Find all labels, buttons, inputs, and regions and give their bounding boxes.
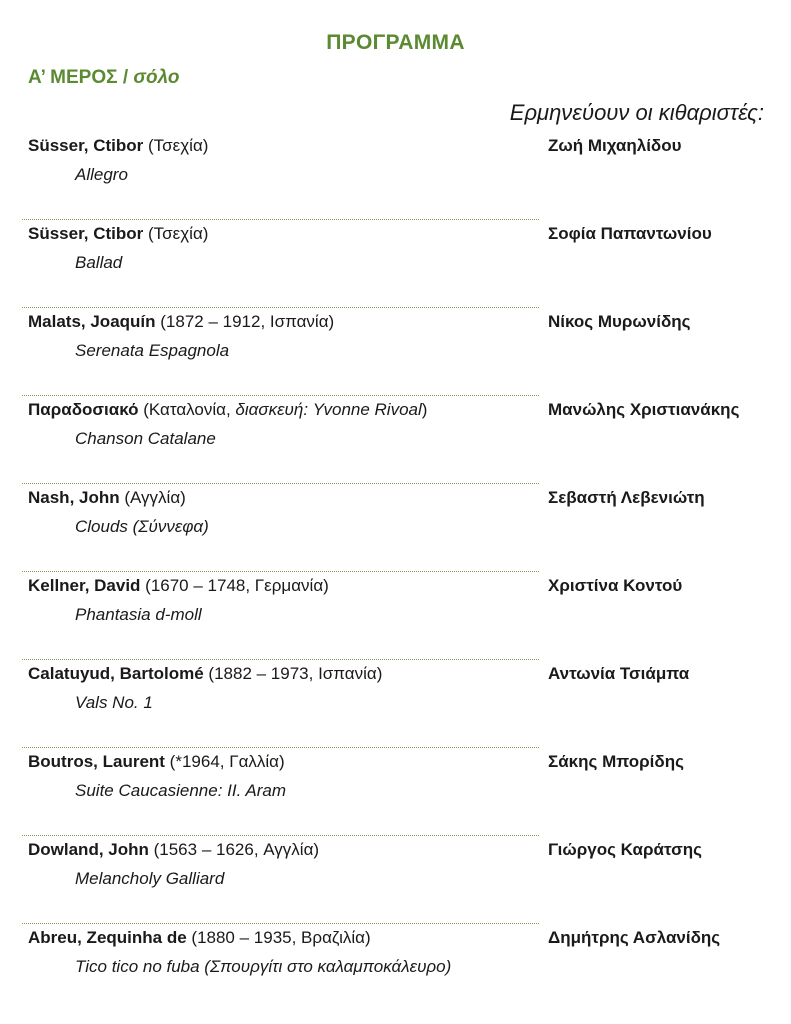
divider	[22, 483, 539, 484]
program-entry	[0, 398, 791, 486]
composer-detail: (Καταλονία,	[138, 400, 236, 419]
work-title: Clouds (Σύννεφα)	[75, 517, 209, 536]
composer-detail: (*1964, Γαλλία)	[164, 752, 285, 771]
divider	[22, 395, 539, 396]
performer-name: Σεβαστή Λεβενιώτη	[548, 488, 705, 507]
composer-name: Calatuyud, Bartolomé	[28, 664, 204, 683]
divider	[22, 747, 539, 748]
performer-name: Χριστίνα Κοντού	[548, 576, 683, 595]
composer-line	[28, 312, 334, 332]
program-entry	[0, 310, 791, 398]
divider	[22, 835, 539, 836]
composer-name: Süsser, Ctibor	[28, 224, 144, 243]
program-entry	[0, 222, 791, 310]
composer-name: Abreu, Zequinha de	[28, 928, 187, 947]
page-title: ΠΡΟΓΡΑΜΜΑ	[326, 31, 465, 54]
composer-detail: (1880 – 1935, Βραζιλία)	[186, 928, 371, 947]
composer-detail: (1872 – 1912, Ισπανία)	[155, 312, 335, 331]
composer-line	[28, 576, 329, 596]
composer-detail: (1882 – 1973, Ισπανία)	[203, 664, 383, 683]
composer-detail: (Αγγλία)	[119, 488, 186, 507]
divider	[22, 659, 539, 660]
composer-name: Παραδοσιακό	[28, 400, 139, 419]
composer-detail-end: )	[421, 400, 428, 419]
performer-name: Σάκης Μπορίδης	[548, 752, 684, 771]
performer-name: Δημήτρης Ασλανίδης	[548, 928, 721, 947]
arranger-note: διασκευή: Yvonne Rivoal	[235, 400, 422, 419]
performer-name: Γιώργος Καράτσης	[548, 840, 702, 859]
performer-name: Νίκος Μυρωνίδης	[548, 312, 691, 331]
performer-name: Ζωή Μιχαηλίδου	[548, 136, 682, 155]
composer-line	[28, 664, 382, 684]
program-entry	[0, 750, 791, 838]
composer-name: Boutros, Laurent	[28, 752, 165, 771]
work-title: Vals No. 1	[75, 693, 153, 712]
work-title: Suite Caucasienne: II. Aram	[75, 781, 287, 800]
composer-line	[28, 752, 285, 772]
program-entry	[0, 486, 791, 574]
section-label: Α’ ΜΕΡΟΣ /	[28, 67, 134, 88]
composer-line	[28, 840, 319, 860]
work-title: Serenata Espagnola	[75, 341, 230, 360]
composer-line	[28, 136, 208, 156]
divider	[22, 307, 539, 308]
performer-name: Αντωνία Τσιάμπα	[548, 664, 690, 683]
program-entry	[0, 662, 791, 750]
program-entry	[0, 574, 791, 662]
program-entry	[0, 838, 791, 926]
program-list	[0, 134, 791, 1014]
composer-name: Malats, Joaquín	[28, 312, 156, 331]
work-title: Melancholy Galliard	[75, 869, 225, 888]
composer-detail: (Τσεχία)	[143, 136, 209, 155]
performer-name: Σοφία Παπαντωνίου	[548, 224, 712, 243]
section-heading	[28, 67, 180, 89]
composer-line	[28, 400, 427, 420]
divider	[22, 923, 539, 924]
section-label-italic: σόλο	[133, 67, 180, 88]
composer-name: Kellner, David	[28, 576, 141, 595]
composer-line	[28, 928, 371, 948]
divider	[22, 571, 539, 572]
performers-header: Ερμηνεύουν οι κιθαριστές:	[509, 100, 764, 125]
work-title: Allegro	[75, 165, 128, 184]
divider	[22, 219, 539, 220]
composer-line	[28, 224, 208, 244]
composer-line	[28, 488, 186, 508]
program-entry	[0, 134, 791, 222]
work-title: Phantasia d-moll	[75, 605, 202, 624]
work-title: Chanson Catalane	[75, 429, 216, 448]
performer-name: Μανώλης Χριστιανάκης	[548, 400, 740, 419]
composer-detail: (1563 – 1626, Αγγλία)	[148, 840, 320, 859]
composer-name: Nash, John	[28, 488, 120, 507]
composer-detail: (Τσεχία)	[143, 224, 209, 243]
work-title: Tico tico no fuba (Σπουργίτι στο καλαμποκάλευρο)	[75, 957, 452, 976]
work-title: Ballad	[75, 253, 123, 272]
composer-name: Süsser, Ctibor	[28, 136, 144, 155]
composer-name: Dowland, John	[28, 840, 149, 859]
composer-detail: (1670 – 1748, Γερμανία)	[140, 576, 329, 595]
program-entry	[0, 926, 791, 1014]
